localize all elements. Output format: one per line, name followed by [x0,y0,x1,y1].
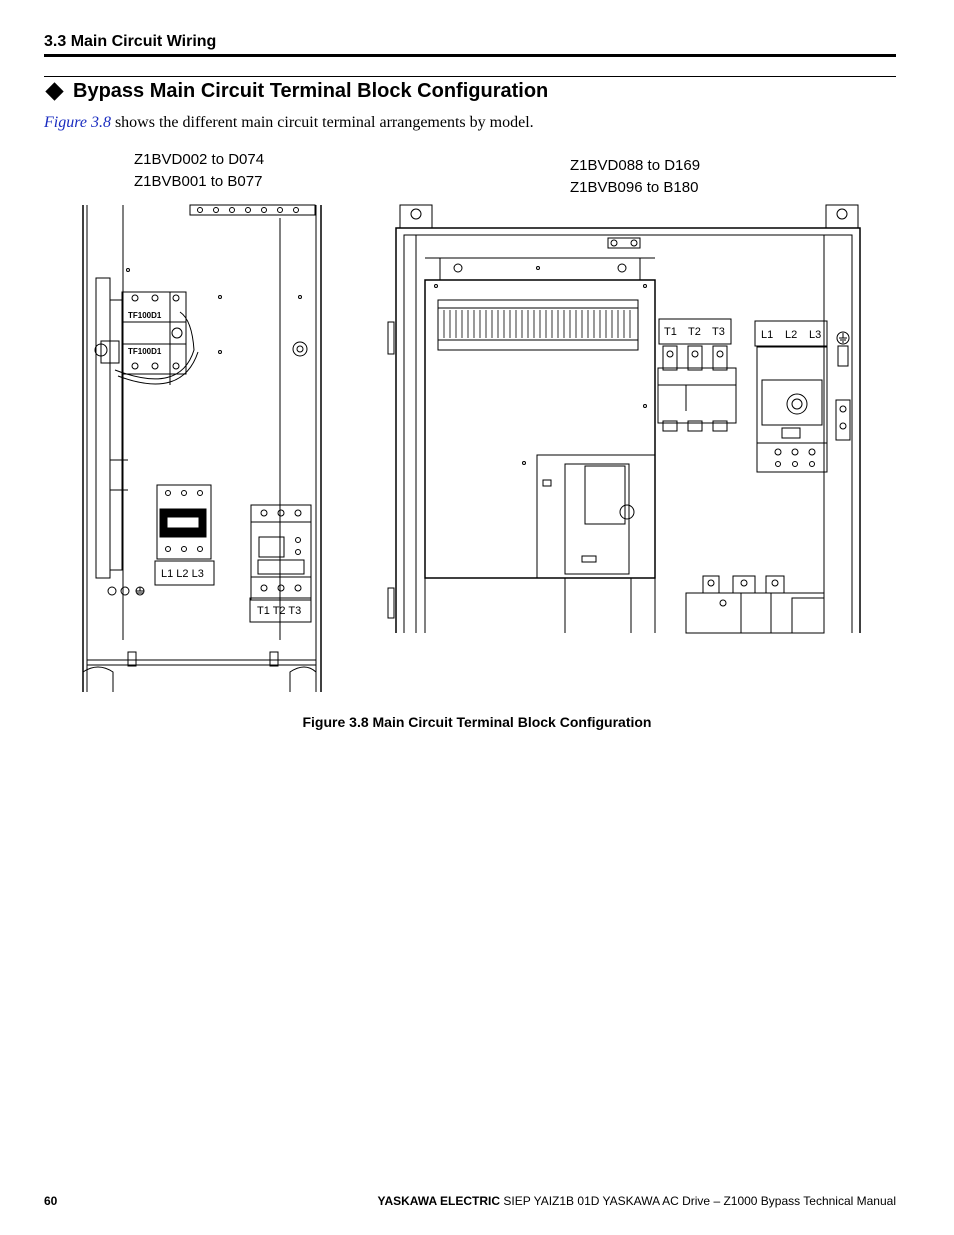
right-input-label-l3: L3 [809,329,822,341]
left-model-line2: Z1BVB001 to B077 [134,173,263,190]
right-input-label-l1: L1 [761,329,774,341]
right-output-label-t1: T1 [664,326,677,338]
page-number: 60 [44,1194,58,1208]
footer-brand: YASKAWA ELECTRIC [377,1194,501,1208]
right-input-label-l2: L2 [785,329,798,341]
figure-link[interactable]: Figure 3.8 [44,114,111,131]
heading-title: Bypass Main Circuit Terminal Block Configuration [73,80,549,102]
right-output-label-t2: T2 [688,326,701,338]
terminal-marking-1: TF100D1 [128,311,162,320]
terminal-marking-2: TF100D1 [128,347,162,356]
figure-caption: Figure 3.8 Main Circuit Terminal Block Configuration [302,714,652,730]
intro-text: shows the different main circuit terminal arrangements by model. [110,114,534,131]
right-model-line2: Z1BVB096 to B180 [570,179,699,196]
right-model-line1: Z1BVD088 to D169 [570,157,701,174]
vent-slats [444,310,630,338]
right-output-label-t3: T3 [712,326,725,338]
left-output-label: T1 T2 T3 [257,605,302,617]
left-model-line1: Z1BVD002 to D074 [134,151,265,168]
left-input-label: L1 L2 L3 [161,568,204,580]
footer-text [378,1194,896,1208]
section-header: 3.3 Main Circuit Wiring [44,33,217,50]
right-enclosure-drawing [388,205,860,633]
footer-doc-title: SIEP YAIZ1B 01D YASKAWA AC Drive – Z1000 Bypass Technical Manual [500,1194,896,1208]
ground-symbol-icon [837,332,849,344]
left-enclosure-drawing [83,205,321,692]
